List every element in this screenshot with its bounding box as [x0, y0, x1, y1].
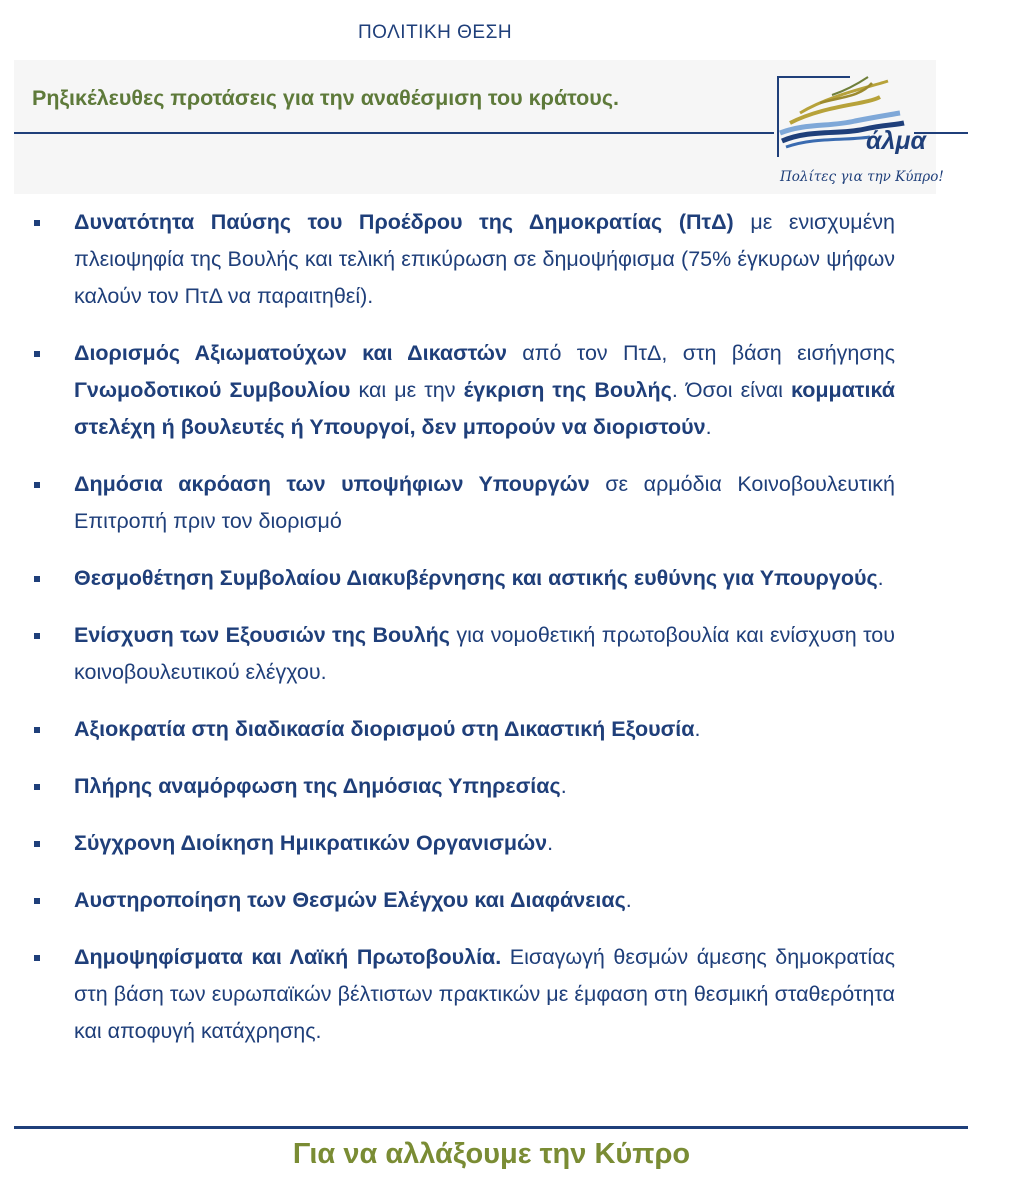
proposal-text: . [625, 888, 632, 912]
proposal-item [34, 204, 895, 315]
proposal-text: . Όσοι είναι [671, 378, 791, 402]
proposal-text: . [705, 415, 712, 439]
proposal-emphasis: Αξιοκρατία στη διαδικασία διορισμού στη Δικαστική Εξουσία [74, 717, 695, 741]
bullet-square-icon [34, 633, 40, 639]
proposal-item [34, 560, 895, 597]
alma-logo [770, 75, 944, 193]
bullet-square-icon [34, 351, 40, 357]
proposal-text: και με την [350, 378, 464, 402]
proposal-emphasis: Πλήρης αναμόρφωση της Δημόσιας Υπηρεσίας [74, 774, 561, 798]
proposal-emphasis: έγκριση της Βουλής [463, 378, 672, 402]
logo-wordmark: άλμα [866, 127, 926, 155]
logo-tagline: Πολίτες για την Κύπρο! [780, 169, 944, 185]
proposal-text: από τον ΠτΔ, στη βάση εισήγησης [506, 341, 895, 365]
bullet-square-icon [34, 841, 40, 847]
proposal-item [34, 711, 895, 748]
proposal-item [34, 617, 895, 691]
bullet-square-icon [34, 576, 40, 582]
bullet-square-icon [34, 482, 40, 488]
proposal-text: με ενισχυμένη πλειοψηφία της Βουλής και τελική επικύρωση σε δημοψήφισμα (75% έγκυρων ψήφων καλούν τον ΠτΔ να παραιτηθεί). [74, 210, 895, 308]
proposal-emphasis: κομματικά στελέχη ή βουλευτές ή Υπουργοί, δεν μπορούν να διοριστούν [74, 378, 895, 439]
proposal-item [34, 882, 895, 919]
bullet-square-icon [34, 220, 40, 226]
proposal-emphasis: Θεσμοθέτηση Συμβολαίου Διακυβέρνησης και αστικής ευθύνης για Υπουργούς [74, 566, 878, 590]
proposal-text: για νομοθετική πρωτοβουλία και ενίσχυση του κοινοβουλευτικού ελέγχου. [74, 623, 895, 684]
bullet-square-icon [34, 727, 40, 733]
proposal-list [34, 204, 895, 1070]
proposal-emphasis: Ενίσχυση των Εξουσιών της Βουλής [74, 623, 450, 647]
proposal-emphasis: Δυνατότητα Παύσης του Προέδρου της Δημοκρατίας (ΠτΔ) [74, 210, 734, 234]
proposal-emphasis: Δημόσια ακρόαση των υποψήφιων Υπουργών [74, 472, 590, 496]
bullet-square-icon [34, 898, 40, 904]
proposal-item [34, 825, 895, 862]
proposal-emphasis: Διορισμός Αξιωματούχων και Δικαστών [74, 341, 507, 365]
proposal-text: σε αρμόδια Κοινοβουλευτική Επιτροπή πριν τον διορισμό [74, 472, 895, 533]
proposal-emphasis: Σύγχρονη Διοίκηση Ημικρατικών Οργανισμών [74, 831, 548, 855]
header-divider [14, 132, 774, 134]
proposal-text: . [694, 717, 701, 741]
proposal-item [34, 939, 895, 1050]
page-headline: Ρηξικέλευθες προτάσεις για την αναθέσμιση του κράτους. [32, 86, 619, 110]
proposal-item [34, 768, 895, 805]
proposal-text: . [560, 774, 567, 798]
proposal-text: . [877, 566, 884, 590]
proposal-item [34, 466, 895, 540]
proposal-item [34, 335, 895, 446]
bullet-square-icon [34, 955, 40, 961]
proposal-emphasis: Γνωμοδοτικού Συμβουλίου [74, 378, 351, 402]
proposal-text: Εισαγωγή θεσμών άμεσης δημοκρατίας στη βάση των ευρωπαϊκών βέλτιστων πρακτικών με έμφαση στη θεσμική σταθερότητα και αποφυγή κατάχρησης. [74, 945, 895, 1043]
proposal-emphasis: Δημοψηφίσματα και Λαϊκή Πρωτοβουλία. [74, 945, 502, 969]
proposal-text: . [547, 831, 554, 855]
footer-slogan: Για να αλλάξουμε την Κύπρο [292, 1138, 691, 1170]
bullet-square-icon [34, 784, 40, 790]
footer-divider [14, 1126, 968, 1129]
document-type-label: ΠΟΛΙΤΙΚΗ ΘΕΣΗ [357, 22, 513, 43]
proposal-emphasis: Αυστηροποίηση των Θεσμών Ελέγχου και Διαφάνειας [74, 888, 626, 912]
